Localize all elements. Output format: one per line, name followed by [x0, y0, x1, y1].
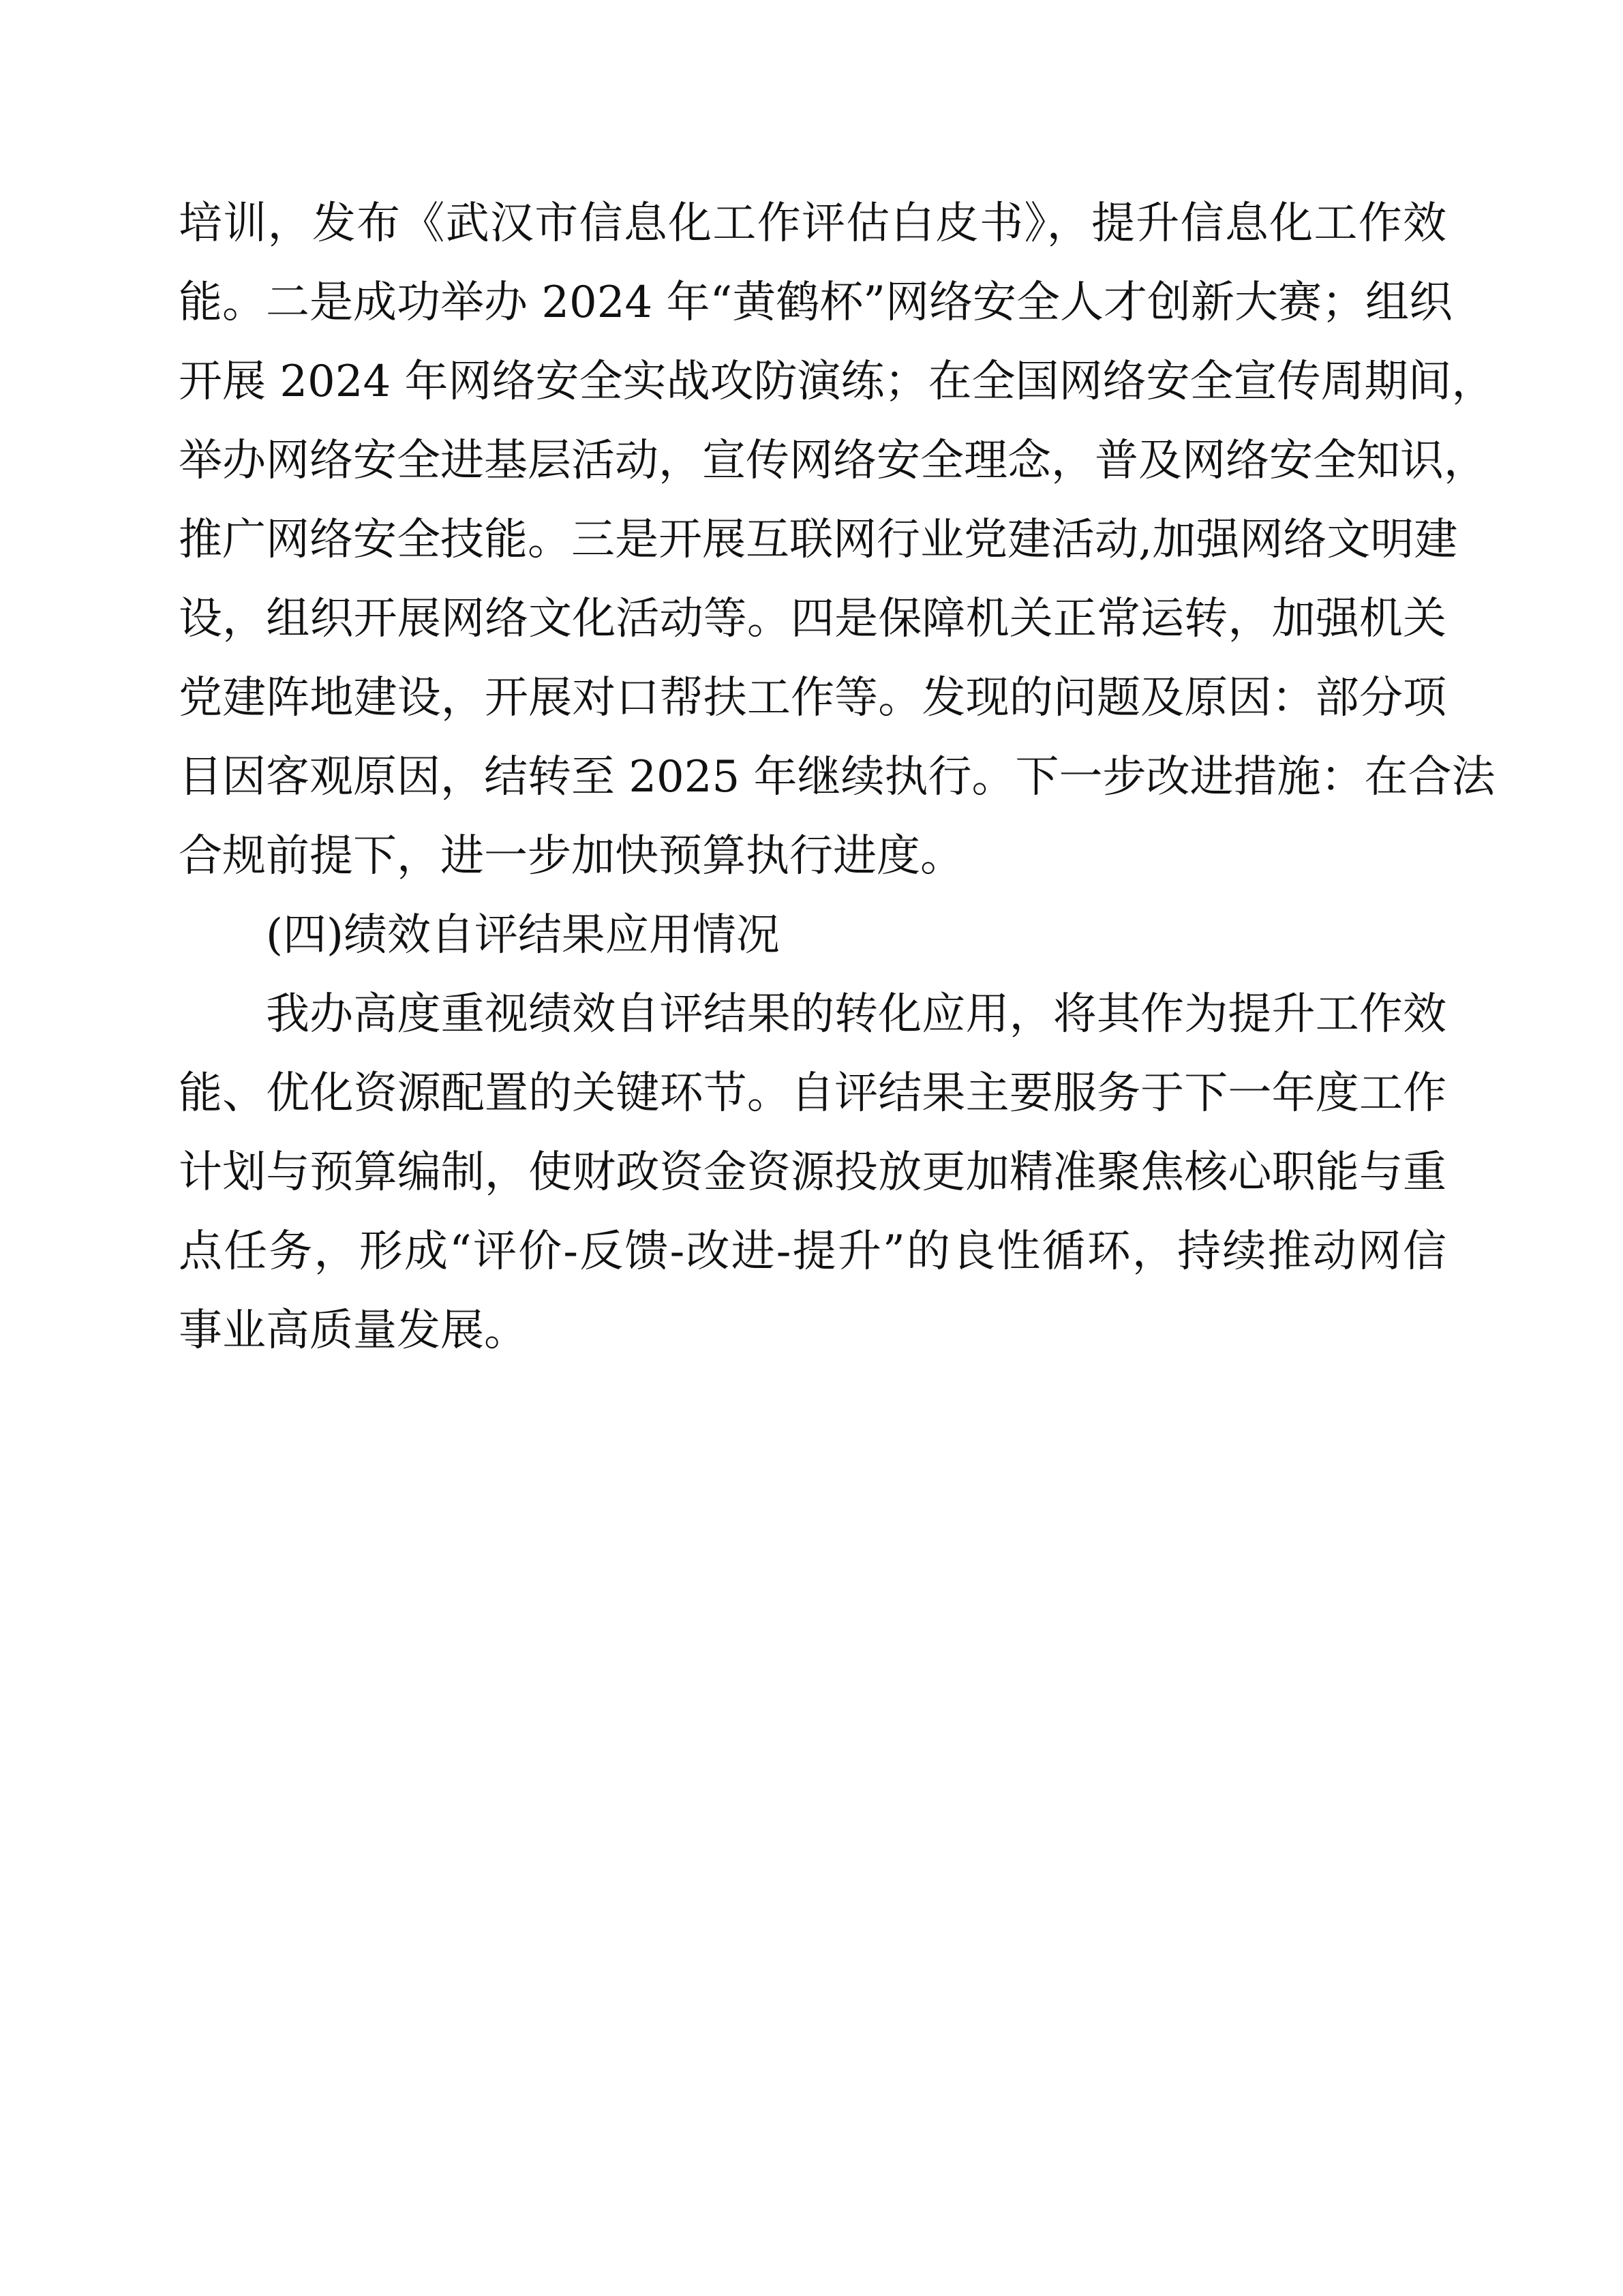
- paragraph-line: 我办高度重视绩效自评结果的转化应用，将其作为提升工作效: [266, 989, 1446, 1040]
- document-body: [179, 184, 1496, 1370]
- paragraph-line: 能。二是成功举办 2024 年“黄鹤杯”网络安全人才创新大赛；组织: [179, 277, 1453, 328]
- paragraph-line: 计划与预算编制，使财政资金资源投放更加精准聚焦核心职能与重: [179, 1147, 1446, 1198]
- paragraph-1: [179, 184, 1496, 896]
- paragraph-line: 开展 2024 年网络安全实战攻防演练；在全国网络安全宣传周期间，: [179, 357, 1496, 407]
- paragraph-line: 目因客观原因，结转至 2025 年继续执行。下一步改进措施：在合法: [179, 752, 1496, 802]
- paragraph-line: 设，组织开展网络文化活动等。四是保障机关正常运转，加强机关: [179, 594, 1446, 644]
- paragraph-line: 举办网络安全进基层活动，宣传网络安全理念，普及网络安全知识，: [179, 436, 1487, 486]
- paragraph-line: 能、优化资源配置的关键环节。自评结果主要服务于下一年度工作: [179, 1068, 1446, 1119]
- paragraph-line: 推广网络安全技能。三是开展互联网行业党建活动,加强网络文明建: [179, 515, 1458, 565]
- paragraph-2: [179, 975, 1446, 1370]
- paragraph-line: 事业高质量发展。: [179, 1305, 528, 1356]
- paragraph-line: 点任务，形成“评价-反馈-改进-提升”的良性循环，持续推动网信: [179, 1226, 1446, 1277]
- paragraph-line: 培训，发布《武汉市信息化工作评估白皮书》，提升信息化工作效: [179, 198, 1446, 249]
- paragraph-line: 党建阵地建设，开展对口帮扶工作等。发现的问题及原因：部分项: [179, 673, 1446, 723]
- paragraph-line: 合规前提下，进一步加快预算执行进度。: [179, 831, 964, 881]
- section-heading: (四)绩效自评结果应用情况: [266, 910, 780, 961]
